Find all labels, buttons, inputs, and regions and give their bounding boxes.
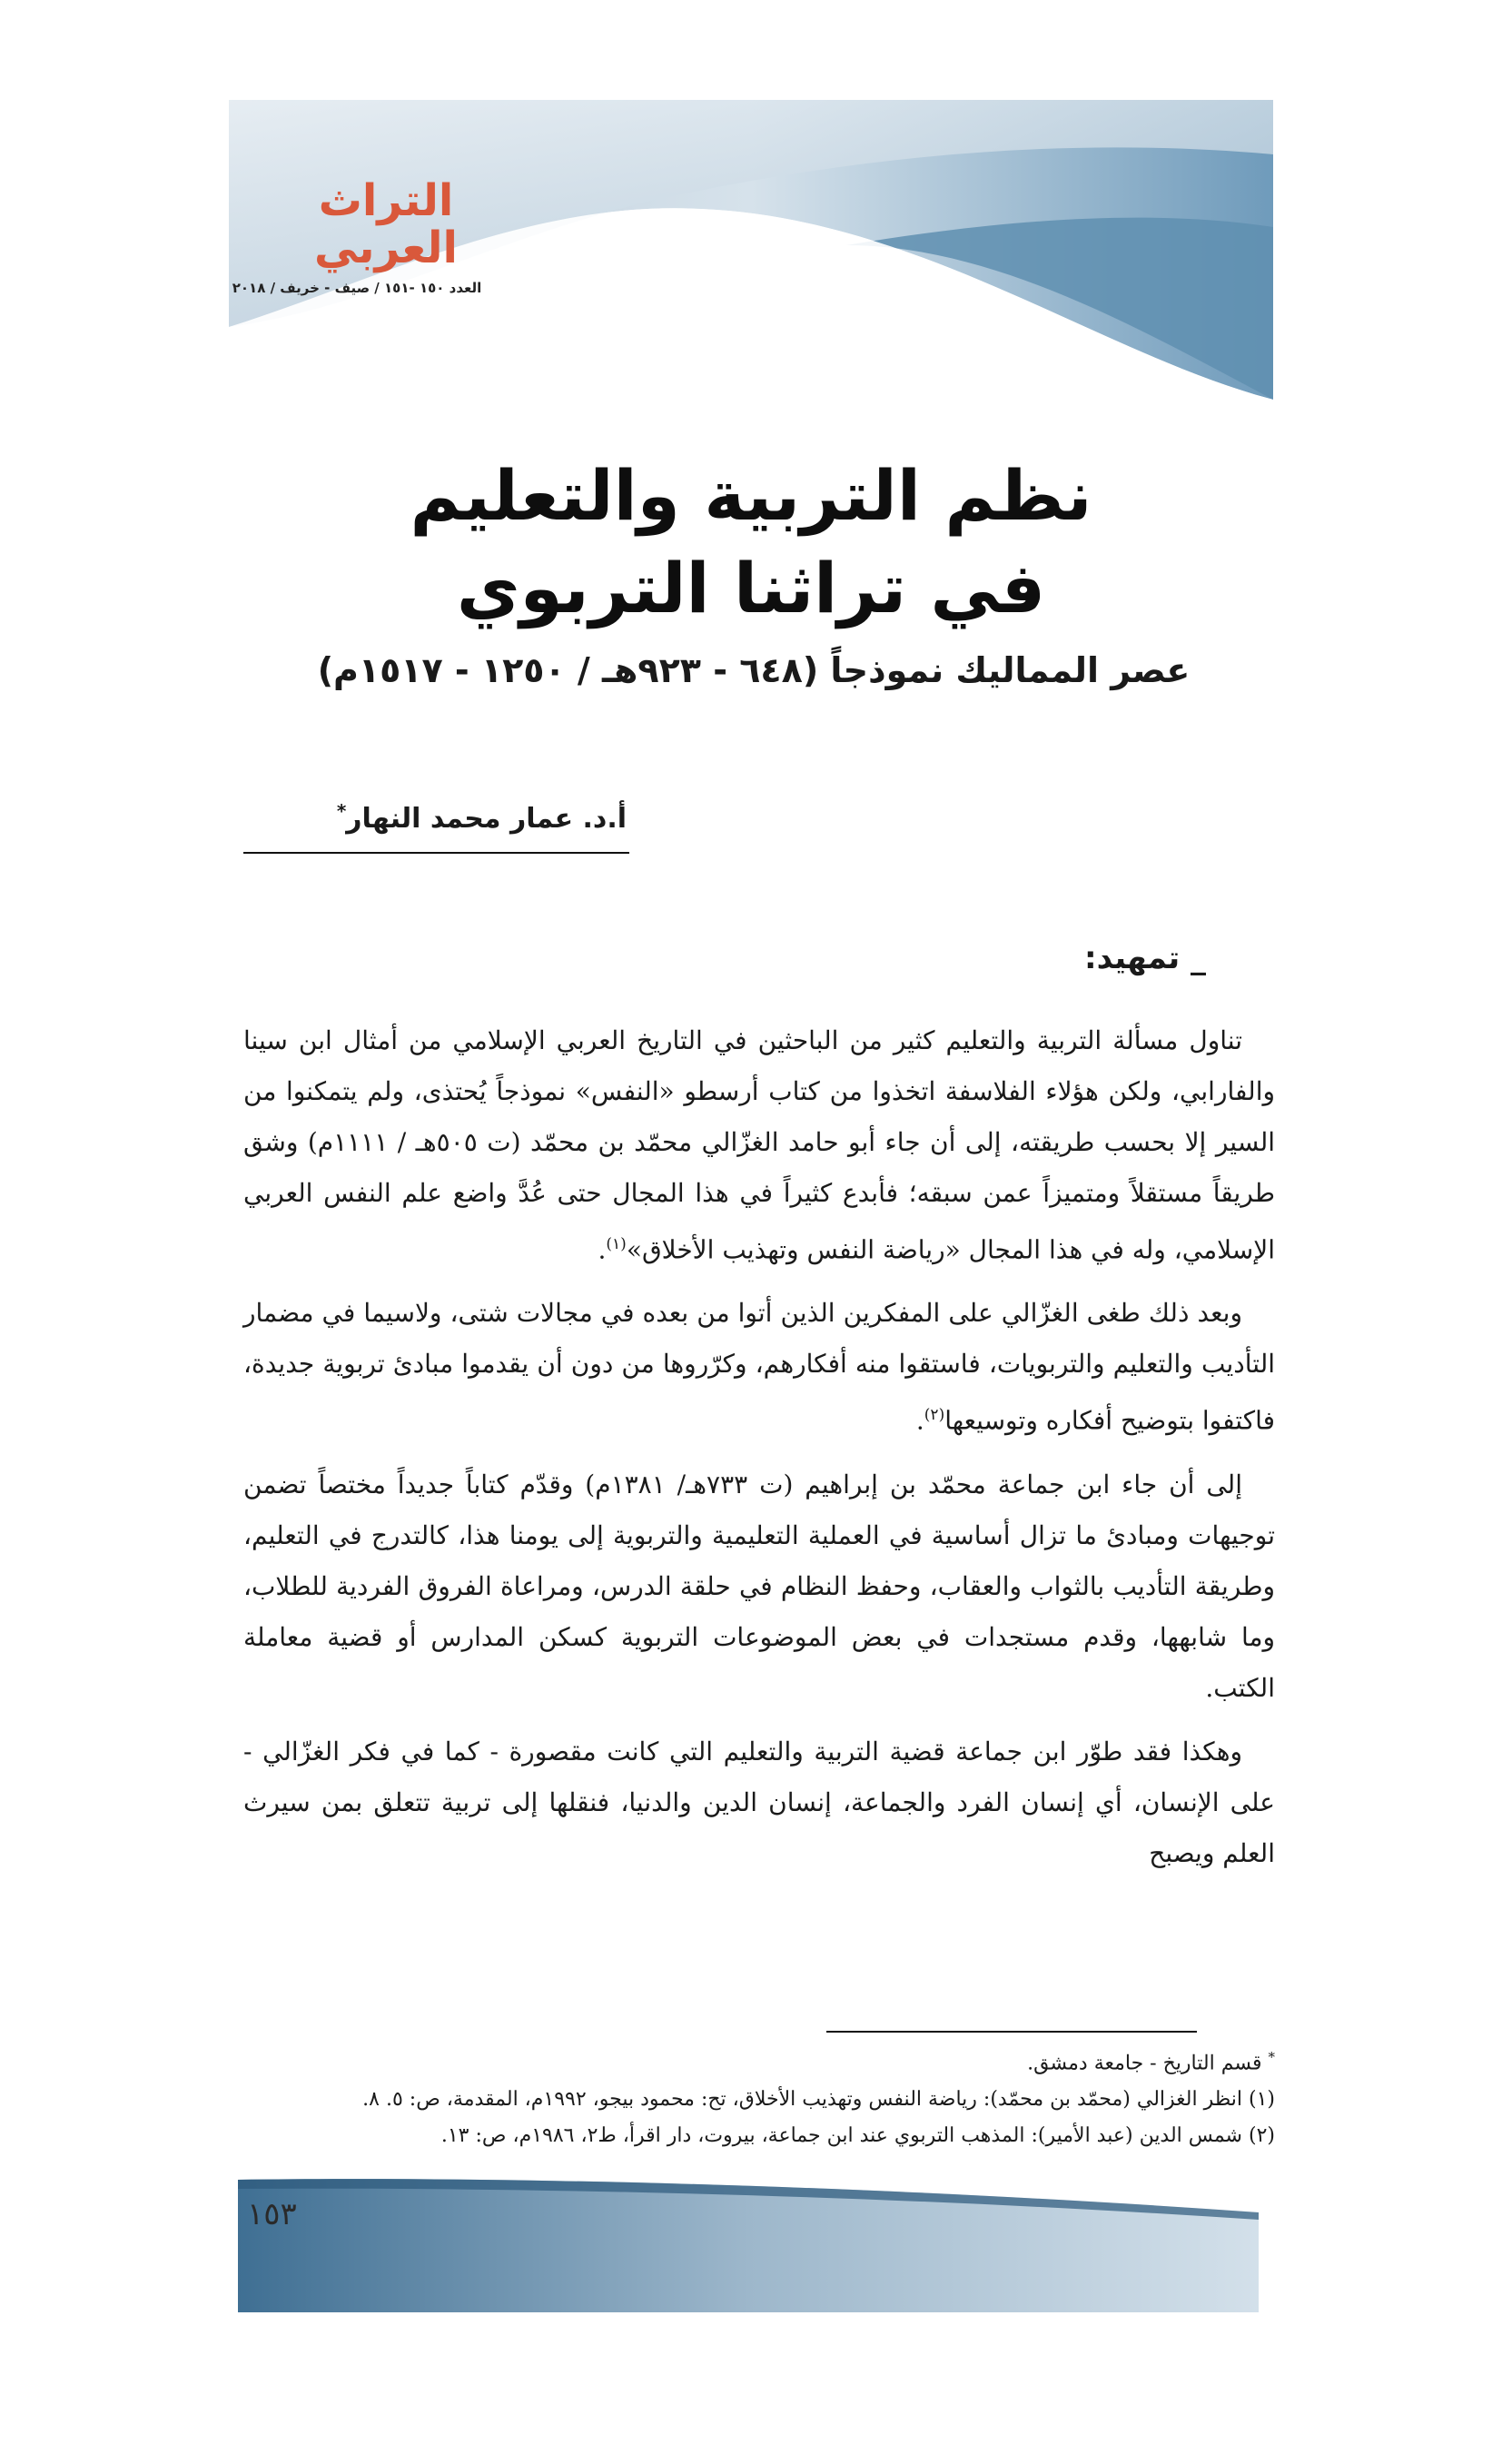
footnote-ref-1[interactable]: (١) [606,1235,627,1253]
page-number: ١٥٣ [247,2196,297,2232]
footnote-2: (٢) شمس الدين (عبد الأمير): المذهب التربوي عند ابن جماعة، بيروت، دار اقرأ، ط٢، ١٩٨٦م، ص: ١٣. [440,2124,1275,2148]
article-title-line-2: في تراثنا التربوي [456,548,1046,628]
footnote-1: (١) انظر الغزالي (محمّد بن محمّد): رياضة النفس وتهذيب الأخلاق، تح: محمود بيجو، ١٩٩٢م، المقدمة، ص: ٥. ٨. [362,2088,1275,2112]
article-title-line-1: نظم التربية والتعليم [410,455,1092,536]
footnote-rule [826,2031,1197,2033]
article-subtitle: عصر المماليك نموذجاً (٦٤٨ - ٩٢٣هـ / ١٢٥٠ - ١٥١٧م) [317,650,1191,690]
paragraph-1-text: تناول مسألة التربية والتعليم كثير من الباحثين في التاريخ العربي الإسلامي من أمثال ابن سينا والفارابي، ولكن هؤلاء الفلاسفة اتخذوا من كتاب أرسطو «النفس» نموذجاً يُحتذى، ولم يتمكنوا من السير إلا بحسب طريقته، إلى أن جاء أبو حامد الغزّالي محمّد بن محمّد (ت ٥٠٥هـ / ١١١١م) وشق طريقاً مستقلاً ومتميزاً عمن سبقه؛ فأبدع كثيراً في هذا المجال حتى عُدَّ واضع علم النفس العربي الإسلامي، وله في هذا المجال «رياضة النفس وتهذيب الأخلاق» [243,1025,1276,1265]
footnote-affiliation [243,2039,1275,2082]
paragraph-3: إلى أن جاء ابن جماعة محمّد بن إبراهيم (ت ٧٣٣هـ/ ١٣٨١م) وقدّم كتاباً جديداً مختصاً تضمن توجيهات ومبادئ ما تزال أساسية في العملية التعليمية والتربوية إلى يومنا هذا، كالتدرج في التعليم، وطريقة التأديب بالثواب والعقاب، وحفظ النظام في حلقة الدرس، ومراعاة الفروق الفردية للطلاب، وما شابهها، وقدم مستجدات في بعض الموضوعات التربوية كسكن المدارس أو قضية معاملة الكتب. [243,1469,1275,1703]
author-name [245,790,627,840]
section-heading: _ تمهيد: [1084,940,1206,976]
footnote-star: * [1268,2049,1275,2065]
paragraph-2-text: وبعد ذلك طغى الغزّالي على المفكرين الذين أتوا من بعده في مجالات شتى، ولاسيما في مضمار التأديب والتعليم والتربويات، فاستقوا منه أفكارهم، وكرّروها من دون أن يقدموا مبادئ تربوية جديدة، فاكتفوا بتوضيح أفكاره وتوسيعها [243,1298,1275,1436]
footnote-ref-2[interactable]: (٢) [924,1406,945,1425]
body-text [243,1015,1275,1892]
paragraph-1 [243,1015,1275,1275]
paragraph-4: وهكذا فقد طوّر ابن جماعة قضية التربية والتعليم التي كانت مقصورة - كما في فكر الغزّالي - على الإنسان، أي إنسان الفرد والجماعة، إنسان الدين والدنيا، فنقلها إلى تربية تتعلق بمن سيرث العلم ويصبح [243,1736,1275,1868]
footer-band [238,2176,1259,2312]
author-underline [243,852,629,854]
issue-info: العدد ١٥٠ -١٥١ / صيف - خريف / ٢٠١٨ [232,280,482,296]
author-text: أ.د. عمار محمد النهار [346,803,627,835]
logo-line-1: التراث [318,175,454,226]
paragraph-2-end: . [915,1405,924,1436]
journal-logo [286,177,486,272]
paragraph-2 [243,1288,1275,1446]
footnote-affiliation-text: قسم التاريخ - جامعة دمشق. [1027,2052,1262,2075]
author-footnote-mark: * [336,800,347,822]
paragraph-1-end: . [598,1234,607,1265]
logo-line-2: العربي [313,223,458,273]
footnotes [243,2039,1275,2154]
footer-wave-graphic [238,2176,1259,2312]
